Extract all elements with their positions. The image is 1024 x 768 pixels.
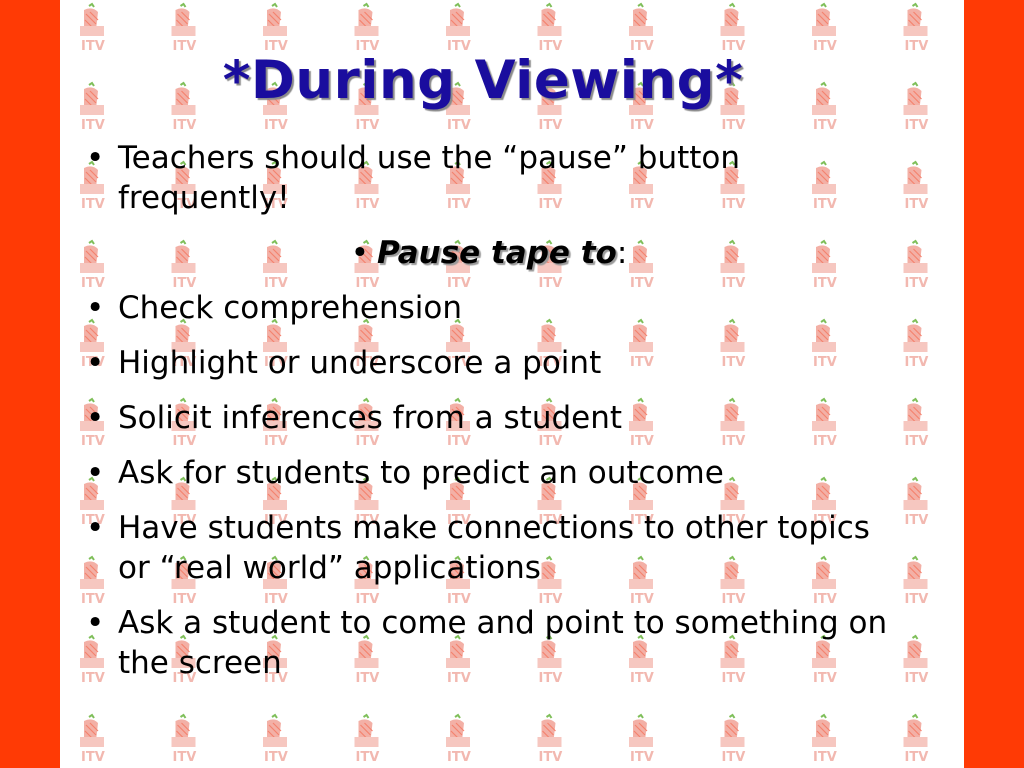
left-border [0, 0, 60, 768]
slide-content [60, 0, 964, 768]
sub-bullet-suffix: : [616, 235, 628, 271]
bullet-item: • Teachers should use the “pause” button frequently! [74, 138, 904, 218]
bullet-item: • Ask a student to come and point to something on the screen [74, 603, 904, 683]
slide-title: *During Viewing* [222, 50, 744, 111]
sub-bullet-item [74, 233, 904, 273]
bullet-item: • Check comprehension [74, 288, 904, 328]
bullet-item: • Ask for students to predict an outcome [74, 453, 904, 493]
bullet-item: • Highlight or underscore a point [74, 343, 904, 383]
sub-bullet-dot: • [350, 235, 369, 271]
bullet-item: • Solicit inferences from a student [74, 398, 904, 438]
bullet-list [74, 138, 904, 698]
slide [60, 0, 964, 768]
sub-bullet-emphasis: Pause tape to [376, 235, 617, 271]
right-border [964, 0, 1024, 768]
bullet-item: • Have students make connections to other topics or “real world” applications [74, 508, 904, 588]
